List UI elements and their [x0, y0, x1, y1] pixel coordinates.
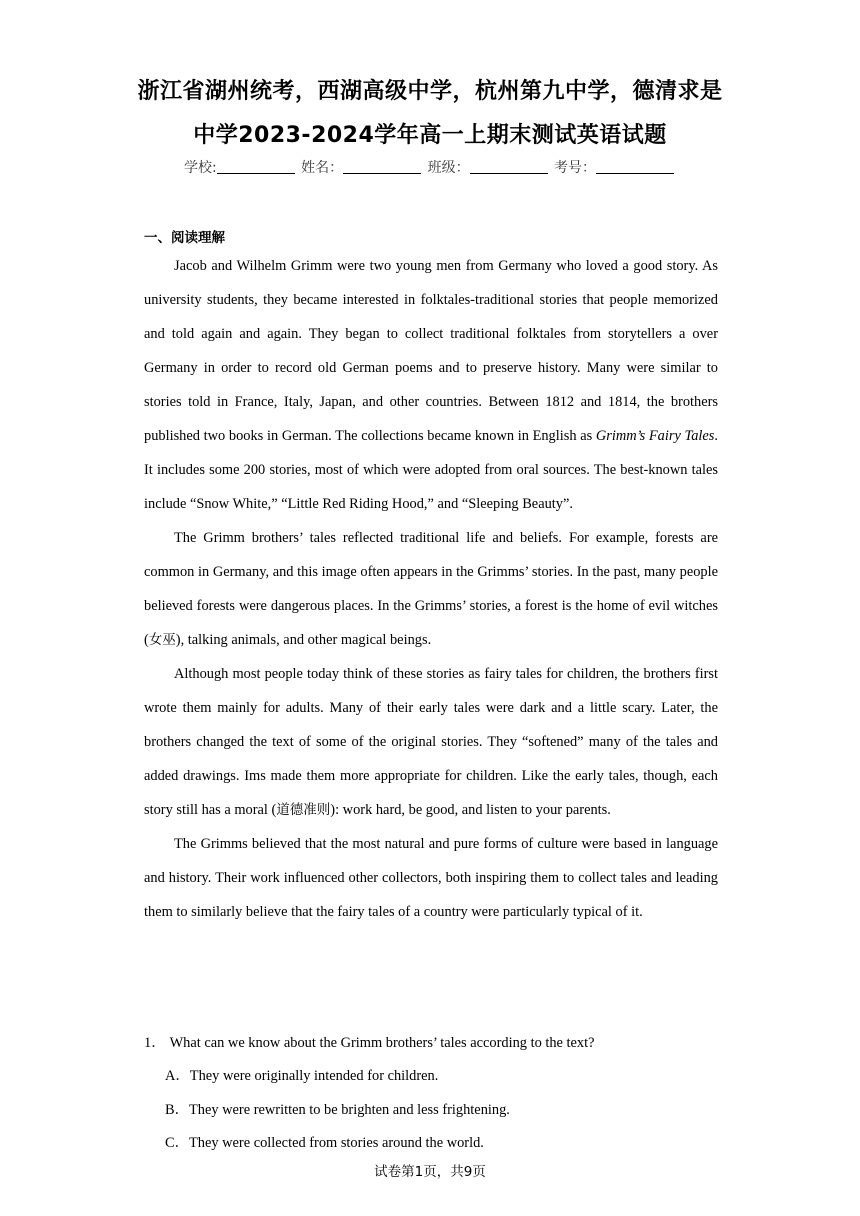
reading-passage — [144, 249, 718, 929]
exam-title-line-2: 中学2023-2024学年高一上期末测试英语试题 — [193, 123, 667, 148]
p2-text-a: The Grimm brothers’ tales reflected traditional life and beliefs. For example, forests are common in Germany, and this image often appears in the Grimms’ stories. In the past, many people believed forests were dangerous places. In the Grimms’ stories, a forest is the home of evil witches ( — [144, 530, 718, 648]
question-number: 1． — [144, 1035, 166, 1051]
passage-paragraph-2 — [144, 521, 718, 657]
p1-text-b: . It includes some 200 stories, most of which were adopted from oral sources. The best-known tales include “Snow White,” “Little Red Riding Hood,” and “Sleeping Beauty”. — [144, 428, 718, 512]
exam-number-blank[interactable] — [596, 159, 674, 174]
p2-gloss: 女巫 — [148, 632, 176, 648]
option-c[interactable]: C．They were collected from stories around the world. — [165, 1135, 484, 1151]
passage-paragraph-3 — [144, 657, 718, 827]
p3-gloss: 道德准则 — [276, 802, 331, 818]
page-footer: 试卷第1页，共9页 — [374, 1164, 486, 1180]
exam-title-line-1: 浙江省湖州统考，西湖高级中学，杭州第九中学，德清求是 — [137, 79, 723, 104]
name-label: 姓名： — [301, 160, 344, 176]
option-b[interactable]: B．They were rewritten to be brighten and less frightening. — [165, 1101, 510, 1118]
p1-text-a: Jacob and Wilhelm Grimm were two young men from Germany who loved a good story. As university students, they became interested in folktales-traditional stories that people memorized and told again and again. They began to collect traditional folktales from storytellers a over Germany in order to record old German poems and to preserve history. Many were similar to stories told in France, Italy, Japan, and other countries. Between 1812 and 1814, the brothers published two books in German. The collections became known in English as — [144, 258, 718, 444]
option-a[interactable]: A．They were originally intended for children. — [165, 1068, 439, 1084]
answer-options — [165, 1060, 725, 1161]
book-title: Grimm’s Fairy Tales — [595, 428, 715, 444]
question-1 — [144, 1026, 718, 1060]
p3-text-b: ): work hard, be good, and listen to your parents. — [330, 802, 611, 818]
school-blank[interactable] — [217, 159, 295, 174]
class-label: 班级： — [427, 160, 470, 176]
student-info-line — [0, 157, 860, 177]
name-blank[interactable] — [343, 159, 421, 174]
passage-paragraph-4: The Grimms believed that the most natural and pure forms of culture were based in language and history. Their work influenced other collectors, both inspiring them to collect tales and leading them to similarly believe that the fairy tales of a country were particularly typical of it. — [144, 836, 718, 920]
p3-text-a: Although most people today think of these stories as fairy tales for children, the brothers first wrote them mainly for adults. Many of their early tales were dark and a little scary. Later, the brothers changed the text of some of the original stories. They “softened” many of the tales and added drawings. Ims made them more appropriate for children. Like the early tales, though, each story still has a moral ( — [144, 666, 718, 818]
exam-number-label: 考号： — [554, 160, 597, 176]
section-title: 一、阅读理解 — [144, 230, 225, 246]
p2-text-b: ), talking animals, and other magical beings. — [175, 632, 432, 648]
question-text: What can we know about the Grimm brothers’ tales according to the text? — [169, 1035, 595, 1051]
school-label: 学校: — [183, 160, 217, 176]
class-blank[interactable] — [470, 159, 548, 174]
passage-paragraph-1 — [144, 249, 718, 521]
